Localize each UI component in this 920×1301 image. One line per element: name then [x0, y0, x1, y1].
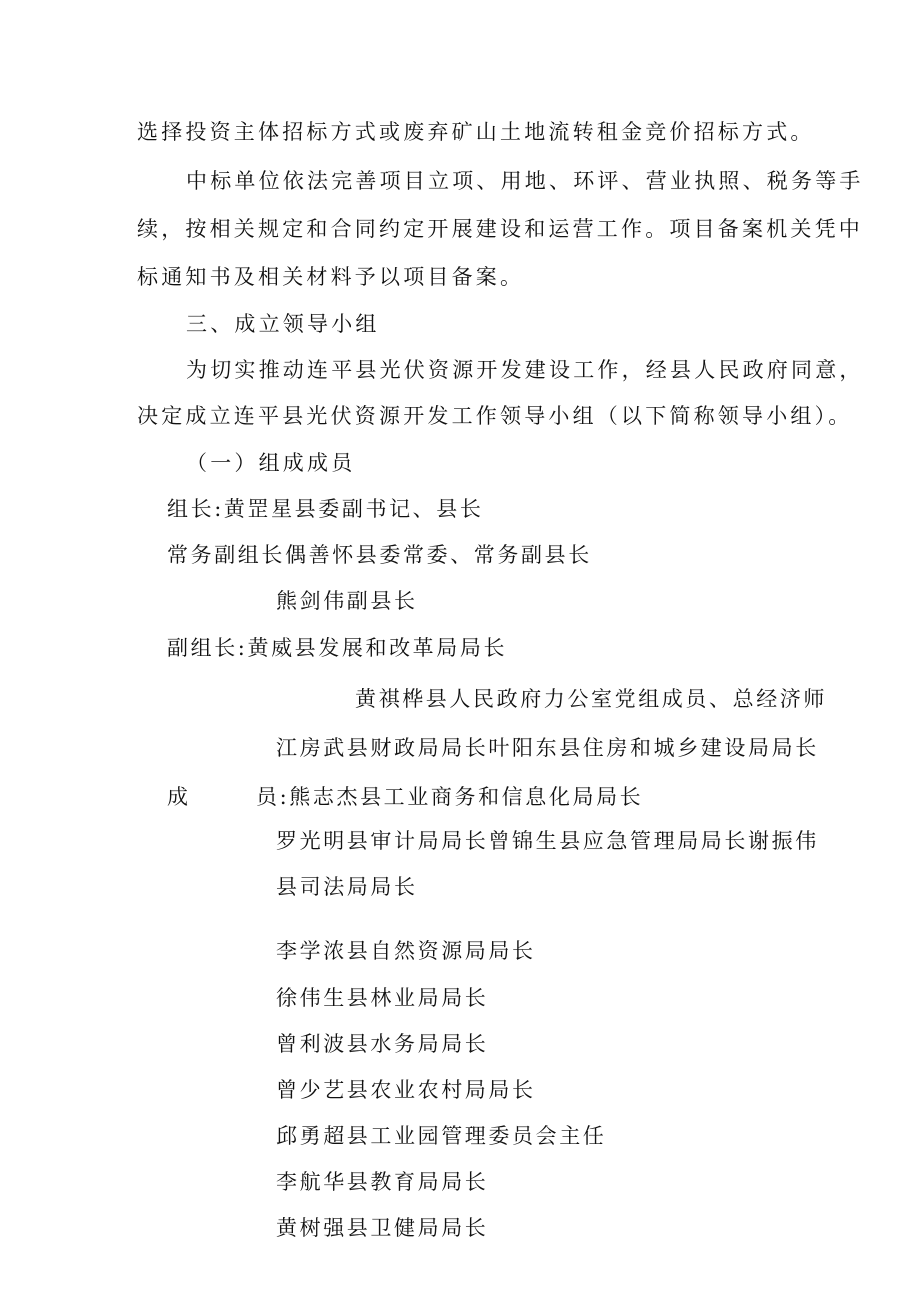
- section-heading: 三、成立领导小组: [186, 312, 380, 336]
- member-label: 成: [167, 785, 192, 809]
- member-line-leader: 组长:黄罡星县委副书记、县长: [167, 497, 484, 521]
- member-line: 邱勇超县工业园管理委员会主任: [276, 1124, 607, 1148]
- member-line: 曾利波县水务局局长: [276, 1032, 489, 1056]
- member-line-deputy: 副组长:黄威县发展和改革局局长: [167, 636, 508, 660]
- member-line: 李航华县教育局局长: [276, 1170, 489, 1194]
- member-line: 熊剑伟副县长: [276, 589, 418, 613]
- paragraph-line: 续，按相关规定和合同约定开展建设和运营工作。项目备案机关凭中: [137, 217, 863, 241]
- member-line: 黄祺桦县人民政府力公室党组成员、总经济师: [355, 687, 827, 711]
- paragraph-line: 为切实推动连平县光伏资源开发建设工作，经县人民政府同意，: [186, 358, 864, 382]
- member-line: 县司法局局长: [276, 875, 418, 899]
- member-line: 黄树强县卫健局局长: [276, 1216, 489, 1240]
- paragraph-line: 标通知书及相关材料予以项目备案。: [137, 265, 525, 289]
- member-line: 罗光明县审计局局长曾锦生县应急管理局局长谢振伟: [276, 829, 819, 853]
- paragraph-line: 决定成立连平县光伏资源开发工作领导小组（以下简称领导小组）。: [137, 404, 853, 428]
- member-line: 曾少艺县农业农村局局长: [276, 1078, 536, 1102]
- paragraph-line: 选择投资主体招标方式或废弃矿山土地流转租金竞价招标方式。: [137, 120, 815, 144]
- member-line-exec-deputy: 常务副组长偶善怀县委常委、常务副县长: [167, 543, 592, 567]
- member-line: 徐伟生县林业局局长: [276, 986, 489, 1010]
- member-line: 江房武县财政局局长叶阳东县住房和城乡建设局局长: [276, 736, 819, 760]
- member-line-members: 员:熊志杰县工业商务和信息化局局长: [256, 785, 644, 809]
- member-line: 李学浓县自然资源局局长: [276, 939, 536, 963]
- subsection-heading: （一）组成成员: [186, 451, 356, 475]
- paragraph-line: 中标单位依法完善项目立项、用地、环评、营业执照、税务等手: [186, 169, 864, 193]
